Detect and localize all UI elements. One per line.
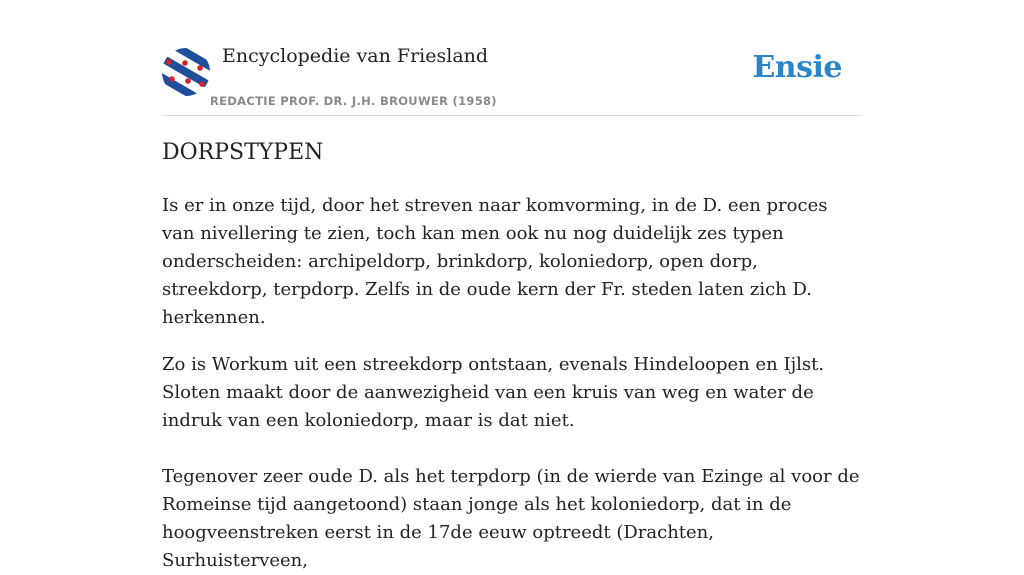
page	[162, 0, 862, 571]
site-title[interactable]: Encyclopedie van Friesland	[222, 45, 489, 67]
article-paragraph: Tegenover zeer oude D. als het terpdorp (in de wierde van Ezinge al voor de Romeinse tijd aangetoond) staan jonge als het koloniedorp, dat in de hoogveenstreken eerst in de 17de eeuw optreedt (Drachten, Surhuisterveen,	[162, 466, 860, 571]
article-paragraph: Is er in onze tijd, door het streven naar komvorming, in de D. een proces van nivellering te zien, toch kan men ook nu nog duidelijk zes typen onderscheiden: archipeldorp, brinkdorp, koloniedorp, open dorp, streekdorp, terpdorp. Zelfs in de oude kern der Fr. steden laten zich D. herkennen.	[162, 195, 828, 328]
article-body	[162, 192, 862, 575]
article-paragraph: Zo is Workum uit een streekdorp ontstaan, evenals Hindeloopen en Ijlst. Sloten maakt door de aanwezigheid van een kruis van weg en water de indruk van een koloniedorp, maar is dat niet.	[162, 354, 825, 431]
article-title: DORPSTYPEN	[162, 140, 324, 165]
site-header	[162, 0, 862, 116]
frisian-flag-icon[interactable]	[162, 48, 210, 96]
ensie-brand-link[interactable]: Ensie	[752, 50, 842, 85]
site-subtitle: REDACTIE PROF. DR. J.H. BROUWER (1958)	[210, 94, 497, 108]
